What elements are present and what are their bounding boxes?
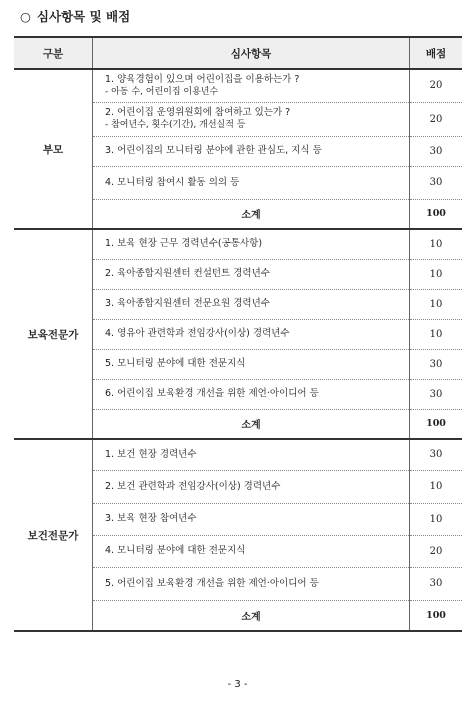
score-cell: 20 [410, 69, 463, 102]
item-cell: 2. 보건 관련학과 전임강사(이상) 경력년수 [93, 470, 410, 503]
table-row [14, 439, 462, 470]
item-cell: 3. 육아종합지원센터 전문요원 경력년수 [93, 289, 410, 319]
item-cell: 3. 보육 현장 참여년수 [93, 503, 410, 535]
score-cell: 10 [410, 470, 463, 503]
header-item: 심사항목 [93, 37, 410, 69]
score-cell: 30 [410, 166, 463, 199]
scoring-table [14, 36, 462, 632]
score-cell: 30 [410, 379, 463, 409]
table-row [14, 229, 462, 259]
page-number: - 3 - [227, 679, 248, 690]
item-cell: 4. 모니터링 분야에 대한 전문지식 [93, 535, 410, 567]
score-cell: 30 [410, 439, 463, 470]
item-cell: 6. 어린이집 보육환경 개선을 위한 제언·아이디어 등 [93, 379, 410, 409]
subtotal-label: 소계 [93, 600, 410, 631]
item-cell: 2. 어린이집 운영위원회에 참여하고 있는가 ? - 참여년수, 횟수(기간), 개선실적 등 [93, 102, 410, 136]
category-cell: 보육전문가 [14, 229, 93, 439]
score-cell: 30 [410, 567, 463, 600]
score-cell: 10 [410, 503, 463, 535]
item-cell: 1. 양육경험이 있으며 어린이집을 이용하는가 ? - 아동 수, 어린이집 이용년수 [93, 69, 410, 102]
header-score: 배점 [410, 37, 463, 69]
item-cell: 4. 영유아 관련학과 전임강사(이상) 경력년수 [93, 319, 410, 349]
section-title: 심사항목 및 배점 [36, 9, 131, 24]
item-cell: 1. 보육 현장 근무 경력년수(공통사항) [93, 229, 410, 259]
subtotal-label: 소계 [93, 409, 410, 439]
score-cell: 30 [410, 136, 463, 166]
section-heading [20, 7, 130, 25]
category-cell: 부모 [14, 69, 93, 229]
score-cell: 10 [410, 289, 463, 319]
item-cell: 3. 어린이집의 모니터링 분야에 관한 관심도, 지식 등 [93, 136, 410, 166]
item-cell: 5. 모니터링 분야에 대한 전문지식 [93, 349, 410, 379]
score-cell: 10 [410, 259, 463, 289]
header-category: 구분 [14, 37, 93, 69]
subtotal-label: 소계 [93, 199, 410, 229]
item-cell: 1. 보건 현장 경력년수 [93, 439, 410, 470]
score-cell: 10 [410, 229, 463, 259]
subtotal-value: 100 [410, 409, 463, 439]
item-cell: 2. 육아종합지원센터 컨설턴트 경력년수 [93, 259, 410, 289]
circle-bullet-icon: ○ [20, 9, 31, 24]
subtotal-value: 100 [410, 199, 463, 229]
score-cell: 20 [410, 535, 463, 567]
table-row [14, 69, 462, 102]
item-cell: 5. 어린이집 보육환경 개선을 위한 제언·아이디어 등 [93, 567, 410, 600]
category-cell: 보건전문가 [14, 439, 93, 631]
score-cell: 30 [410, 349, 463, 379]
score-cell: 20 [410, 102, 463, 136]
item-cell: 4. 모니터링 참여시 활동 의의 등 [93, 166, 410, 199]
subtotal-value: 100 [410, 600, 463, 631]
score-cell: 10 [410, 319, 463, 349]
table-header-row [14, 37, 462, 69]
